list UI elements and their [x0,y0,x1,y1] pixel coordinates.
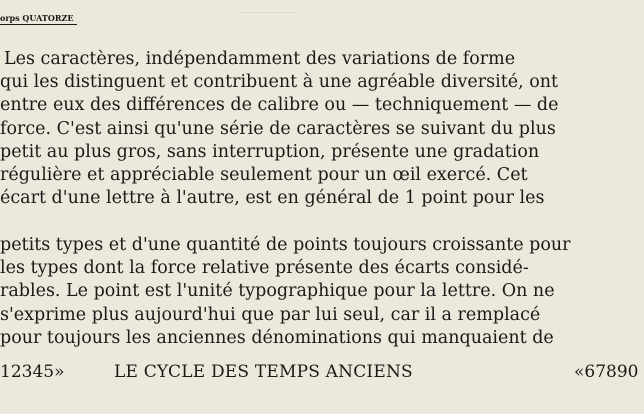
text-line: petits types et d'une quantité de points toujours croissante pour [0,235,571,255]
text-line: régulière et appréciable seulement pour un œil exercé. Cet [0,165,528,186]
footer-title: LE CYCLE DES TEMPS ANCIENS [114,362,413,382]
text-line: rables. Le point est l'unité typographique pour la lettre. On ne [0,281,555,302]
specimen-label: orps QUATORZE [0,12,77,25]
text-line: force. C'est ainsi qu'une série de caractères se suivant du plus [0,118,556,139]
text-line: Les caractères, indépendamment des variations de forme [4,49,516,69]
text-line: petit au plus gros, sans interruption, présente une gradation [0,141,540,162]
page-footer [0,362,644,388]
text-line: les types dont la force relative présente des écarts considé- [0,258,529,279]
text-line: s'exprime plus aujourd'hui que par lui seul, car il a remplacé [0,304,541,325]
text-line: écart d'une lettre à l'autre, est en général de 1 point pour les [0,188,545,209]
footer-numerals-left: 12345» [0,362,65,382]
text-line: entre eux des différences de calibre ou — techniquement — de [0,95,559,116]
paragraph-second [0,234,571,350]
text-line: pour toujours les anciennes dénominations qui manquaient de [0,327,554,348]
footer-numerals-right: «67890 [574,362,639,382]
text-line: qui les distinguent et contribuent à une agréable diversité, ont [0,72,559,93]
faint-print-mark [238,12,298,23]
paragraph-first [0,48,558,210]
